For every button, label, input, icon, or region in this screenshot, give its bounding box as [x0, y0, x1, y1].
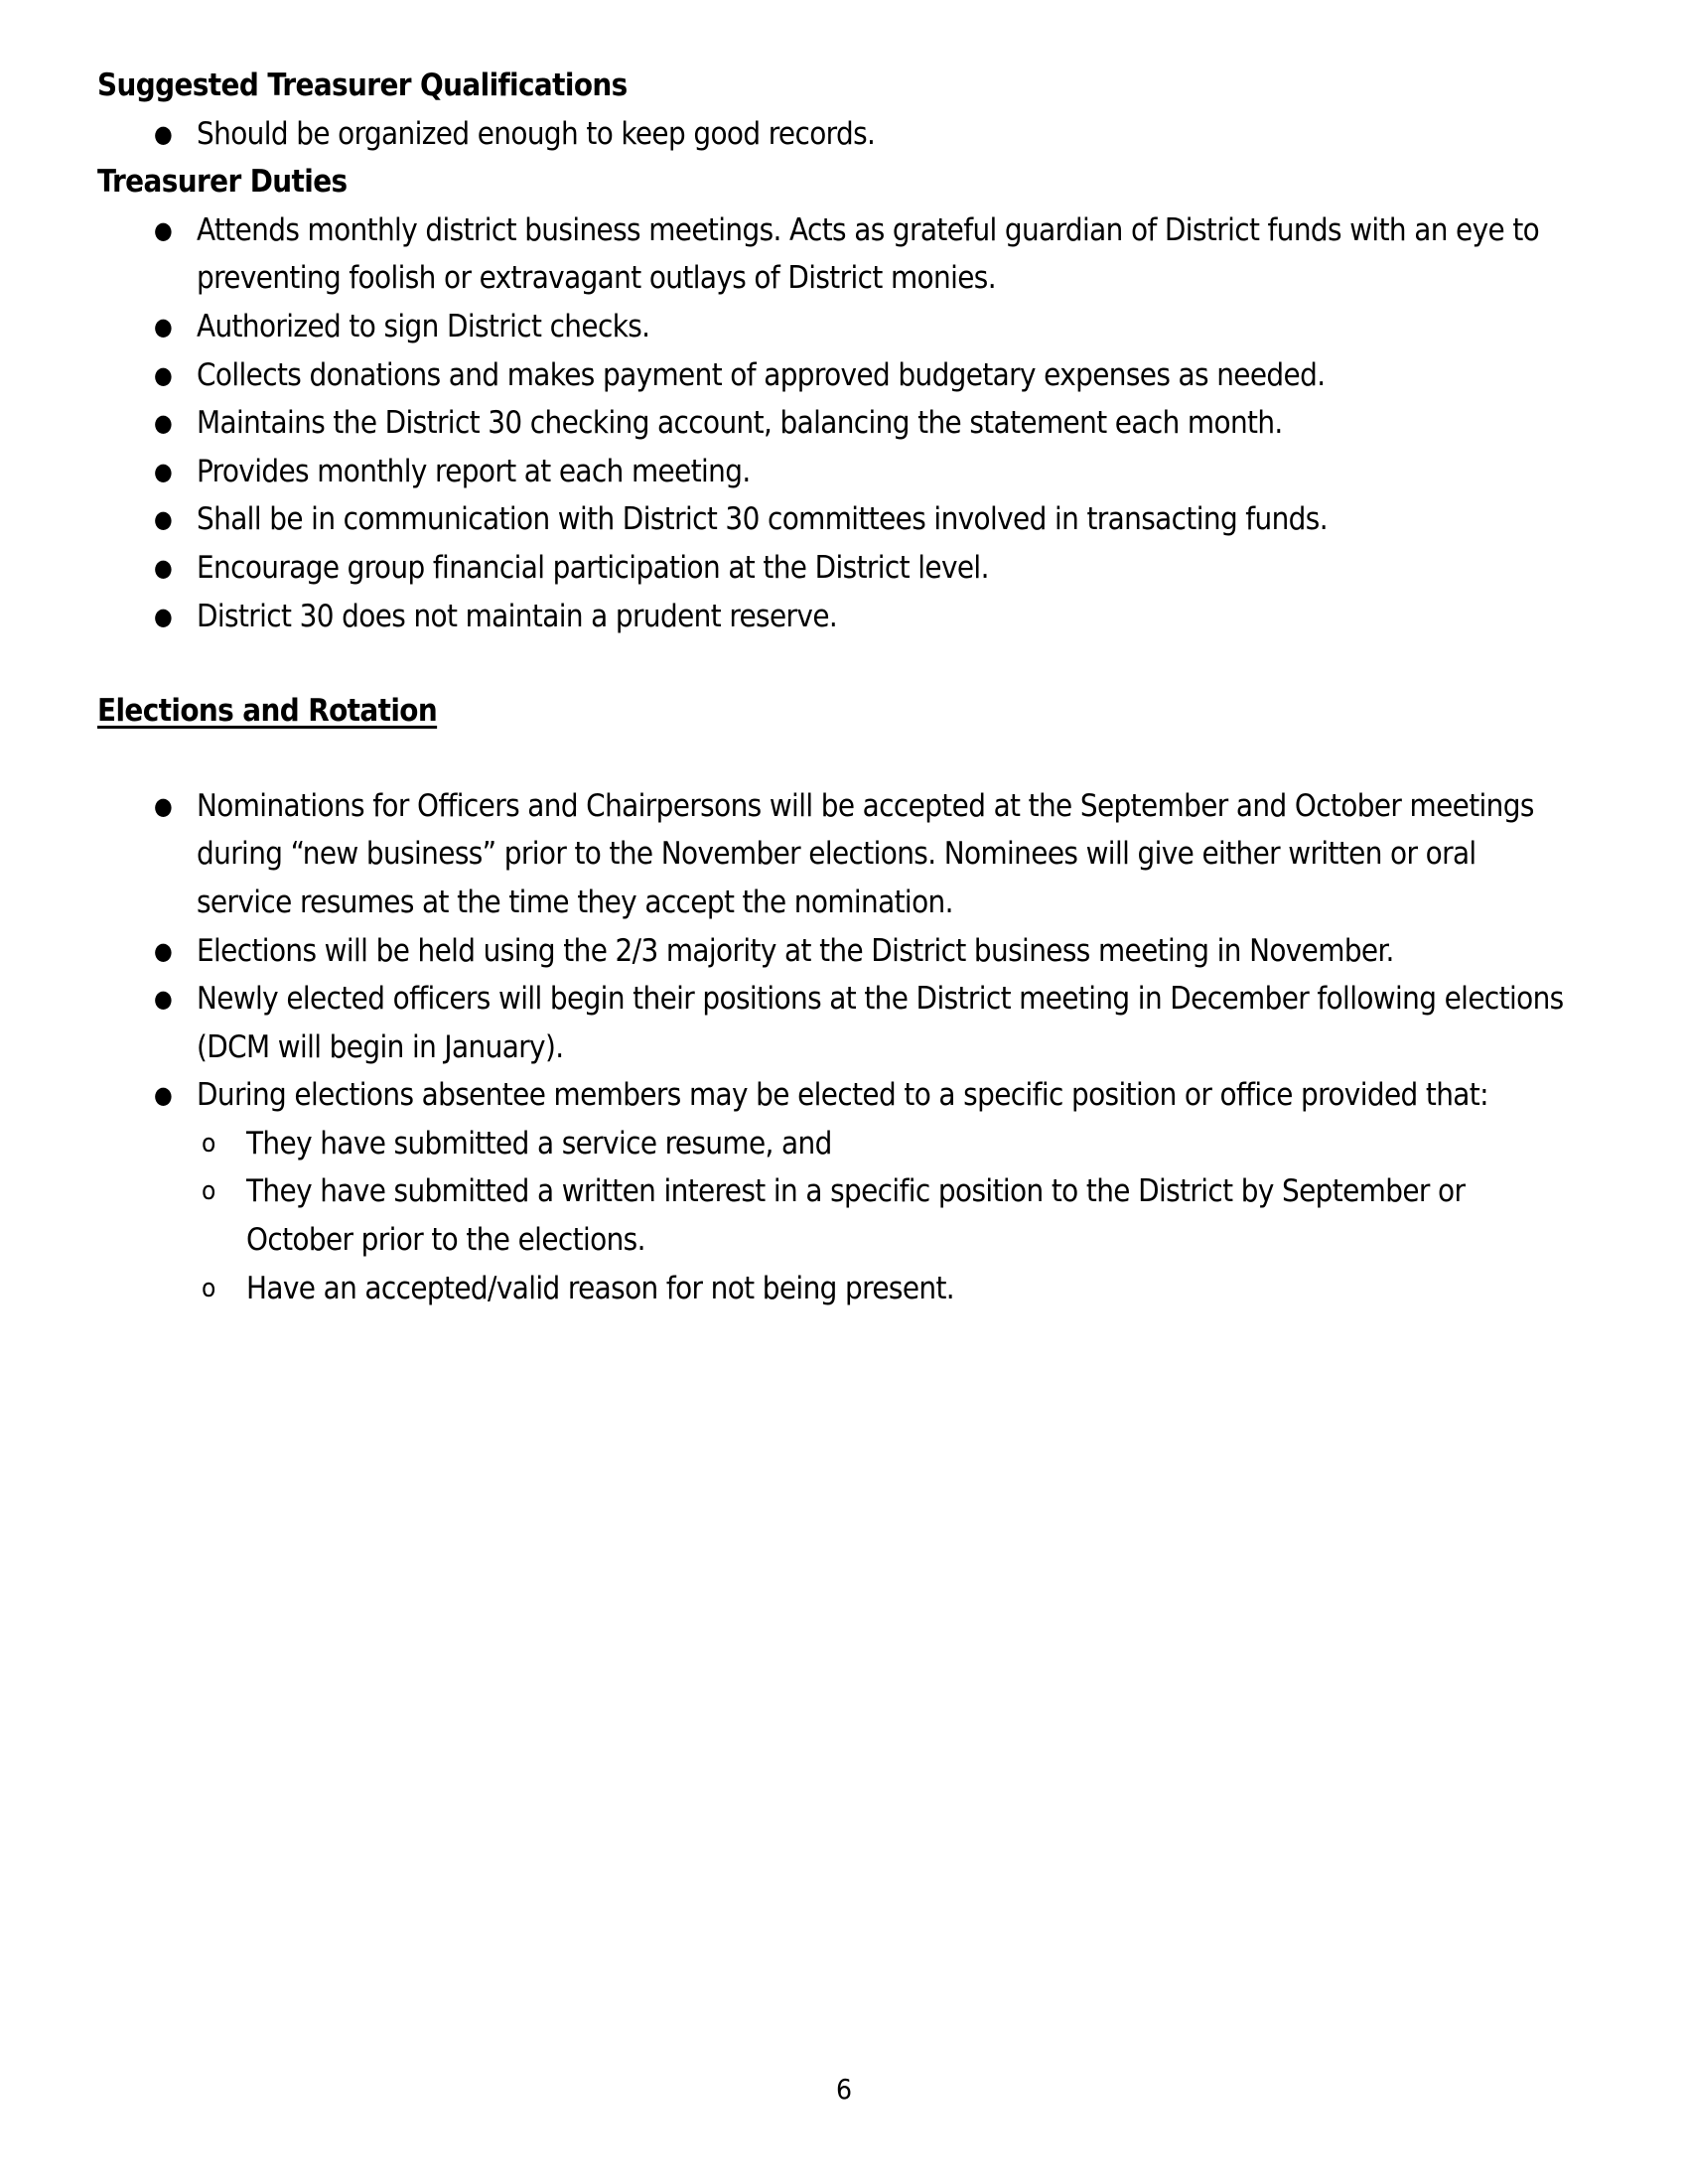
- list-item-text: During elections absentee members may be elected to a specific position or office provided that:: [197, 1077, 1488, 1114]
- sub-list-item-text: Have an accepted/valid reason for not being present.: [246, 1270, 955, 1306]
- page-content: [97, 62, 1567, 1312]
- list-item: [97, 927, 1567, 976]
- list-item-text: Nominations for Officers and Chairpersons will be accepted at the September and October meetings during “new business” prior to the November elections. Nominees will give either written or oral service resumes at the time they accept the nomination.: [197, 787, 1534, 920]
- sub-list-item: [197, 1167, 1567, 1264]
- sub-list-item-text: They have submitted a written interest in a specific position to the District by September or October prior to the elections.: [246, 1173, 1466, 1259]
- treasurer-duties-list: [97, 206, 1567, 640]
- list-item: [97, 782, 1567, 927]
- treasurer-qualifications-list: [97, 110, 1567, 159]
- list-item: [97, 975, 1567, 1071]
- list-item-text: Collects donations and makes payment of approved budgetary expenses as needed.: [197, 356, 1326, 393]
- list-item: [97, 495, 1567, 544]
- section-heading-elections-and-rotation: Elections and Rotation: [97, 693, 438, 730]
- list-item: [97, 399, 1567, 448]
- bullet-icon: ●: [154, 791, 173, 820]
- bullet-icon: ●: [154, 553, 173, 582]
- page-number: 6: [835, 2073, 853, 2106]
- list-item-text: Should be organized enough to keep good records.: [197, 115, 876, 152]
- bullet-icon: ●: [154, 457, 173, 485]
- list-item: [97, 351, 1567, 400]
- list-item: [97, 1071, 1567, 1312]
- list-item-text: Attends monthly district business meetings. Acts as grateful guardian of District funds with an eye to preventing foolish or extravagant outlays of District monies.: [197, 211, 1540, 297]
- sub-list-item-text: They have submitted a service resume, and: [246, 1125, 832, 1161]
- bullet-icon: ●: [154, 360, 173, 389]
- elections-list: [97, 782, 1567, 1313]
- spacer: [97, 736, 1567, 782]
- list-item-text: District 30 does not maintain a prudent reserve.: [197, 598, 838, 634]
- bullet-icon: ●: [154, 505, 173, 534]
- list-item: [97, 544, 1567, 593]
- bullet-icon: ●: [154, 936, 173, 965]
- list-item: [97, 448, 1567, 496]
- bullet-icon: ●: [154, 602, 173, 630]
- bullet-icon: ●: [154, 312, 173, 341]
- bullet-icon: ●: [154, 215, 173, 244]
- section-heading-treasurer-duties: Treasurer Duties: [97, 164, 348, 201]
- list-item-text: Newly elected officers will begin their positions at the District meeting in December following elections (DCM will begin in January).: [197, 981, 1564, 1065]
- spacer: [97, 640, 1567, 687]
- list-item: [97, 206, 1567, 303]
- list-item: [97, 110, 1567, 159]
- absentee-conditions-list: [197, 1120, 1567, 1312]
- bullet-icon: ●: [154, 119, 173, 148]
- section-heading-treasurer-qualifications: Suggested Treasurer Qualifications: [97, 68, 628, 103]
- bullet-icon: ●: [154, 985, 173, 1014]
- bullet-icon: ●: [154, 409, 173, 438]
- list-item: [97, 303, 1567, 351]
- list-item: [97, 593, 1567, 641]
- sub-list-item: [197, 1120, 1567, 1168]
- list-item-text: Shall be in communication with District 30 committees involved in transacting funds.: [197, 501, 1328, 538]
- hollow-bullet-icon: o: [202, 1128, 215, 1159]
- hollow-bullet-icon: o: [202, 1273, 215, 1303]
- list-item-text: Provides monthly report at each meeting.: [197, 453, 751, 489]
- list-item-text: Maintains the District 30 checking account, balancing the statement each month.: [197, 405, 1283, 442]
- list-item-text: Authorized to sign District checks.: [197, 308, 650, 344]
- list-item-text: Elections will be held using the 2/3 majority at the District business meeting in November.: [197, 932, 1394, 969]
- bullet-icon: ●: [154, 1081, 173, 1110]
- sub-list-item: [197, 1265, 1567, 1313]
- hollow-bullet-icon: o: [202, 1176, 215, 1207]
- list-item-text: Encourage group financial participation at the District level.: [197, 549, 989, 586]
